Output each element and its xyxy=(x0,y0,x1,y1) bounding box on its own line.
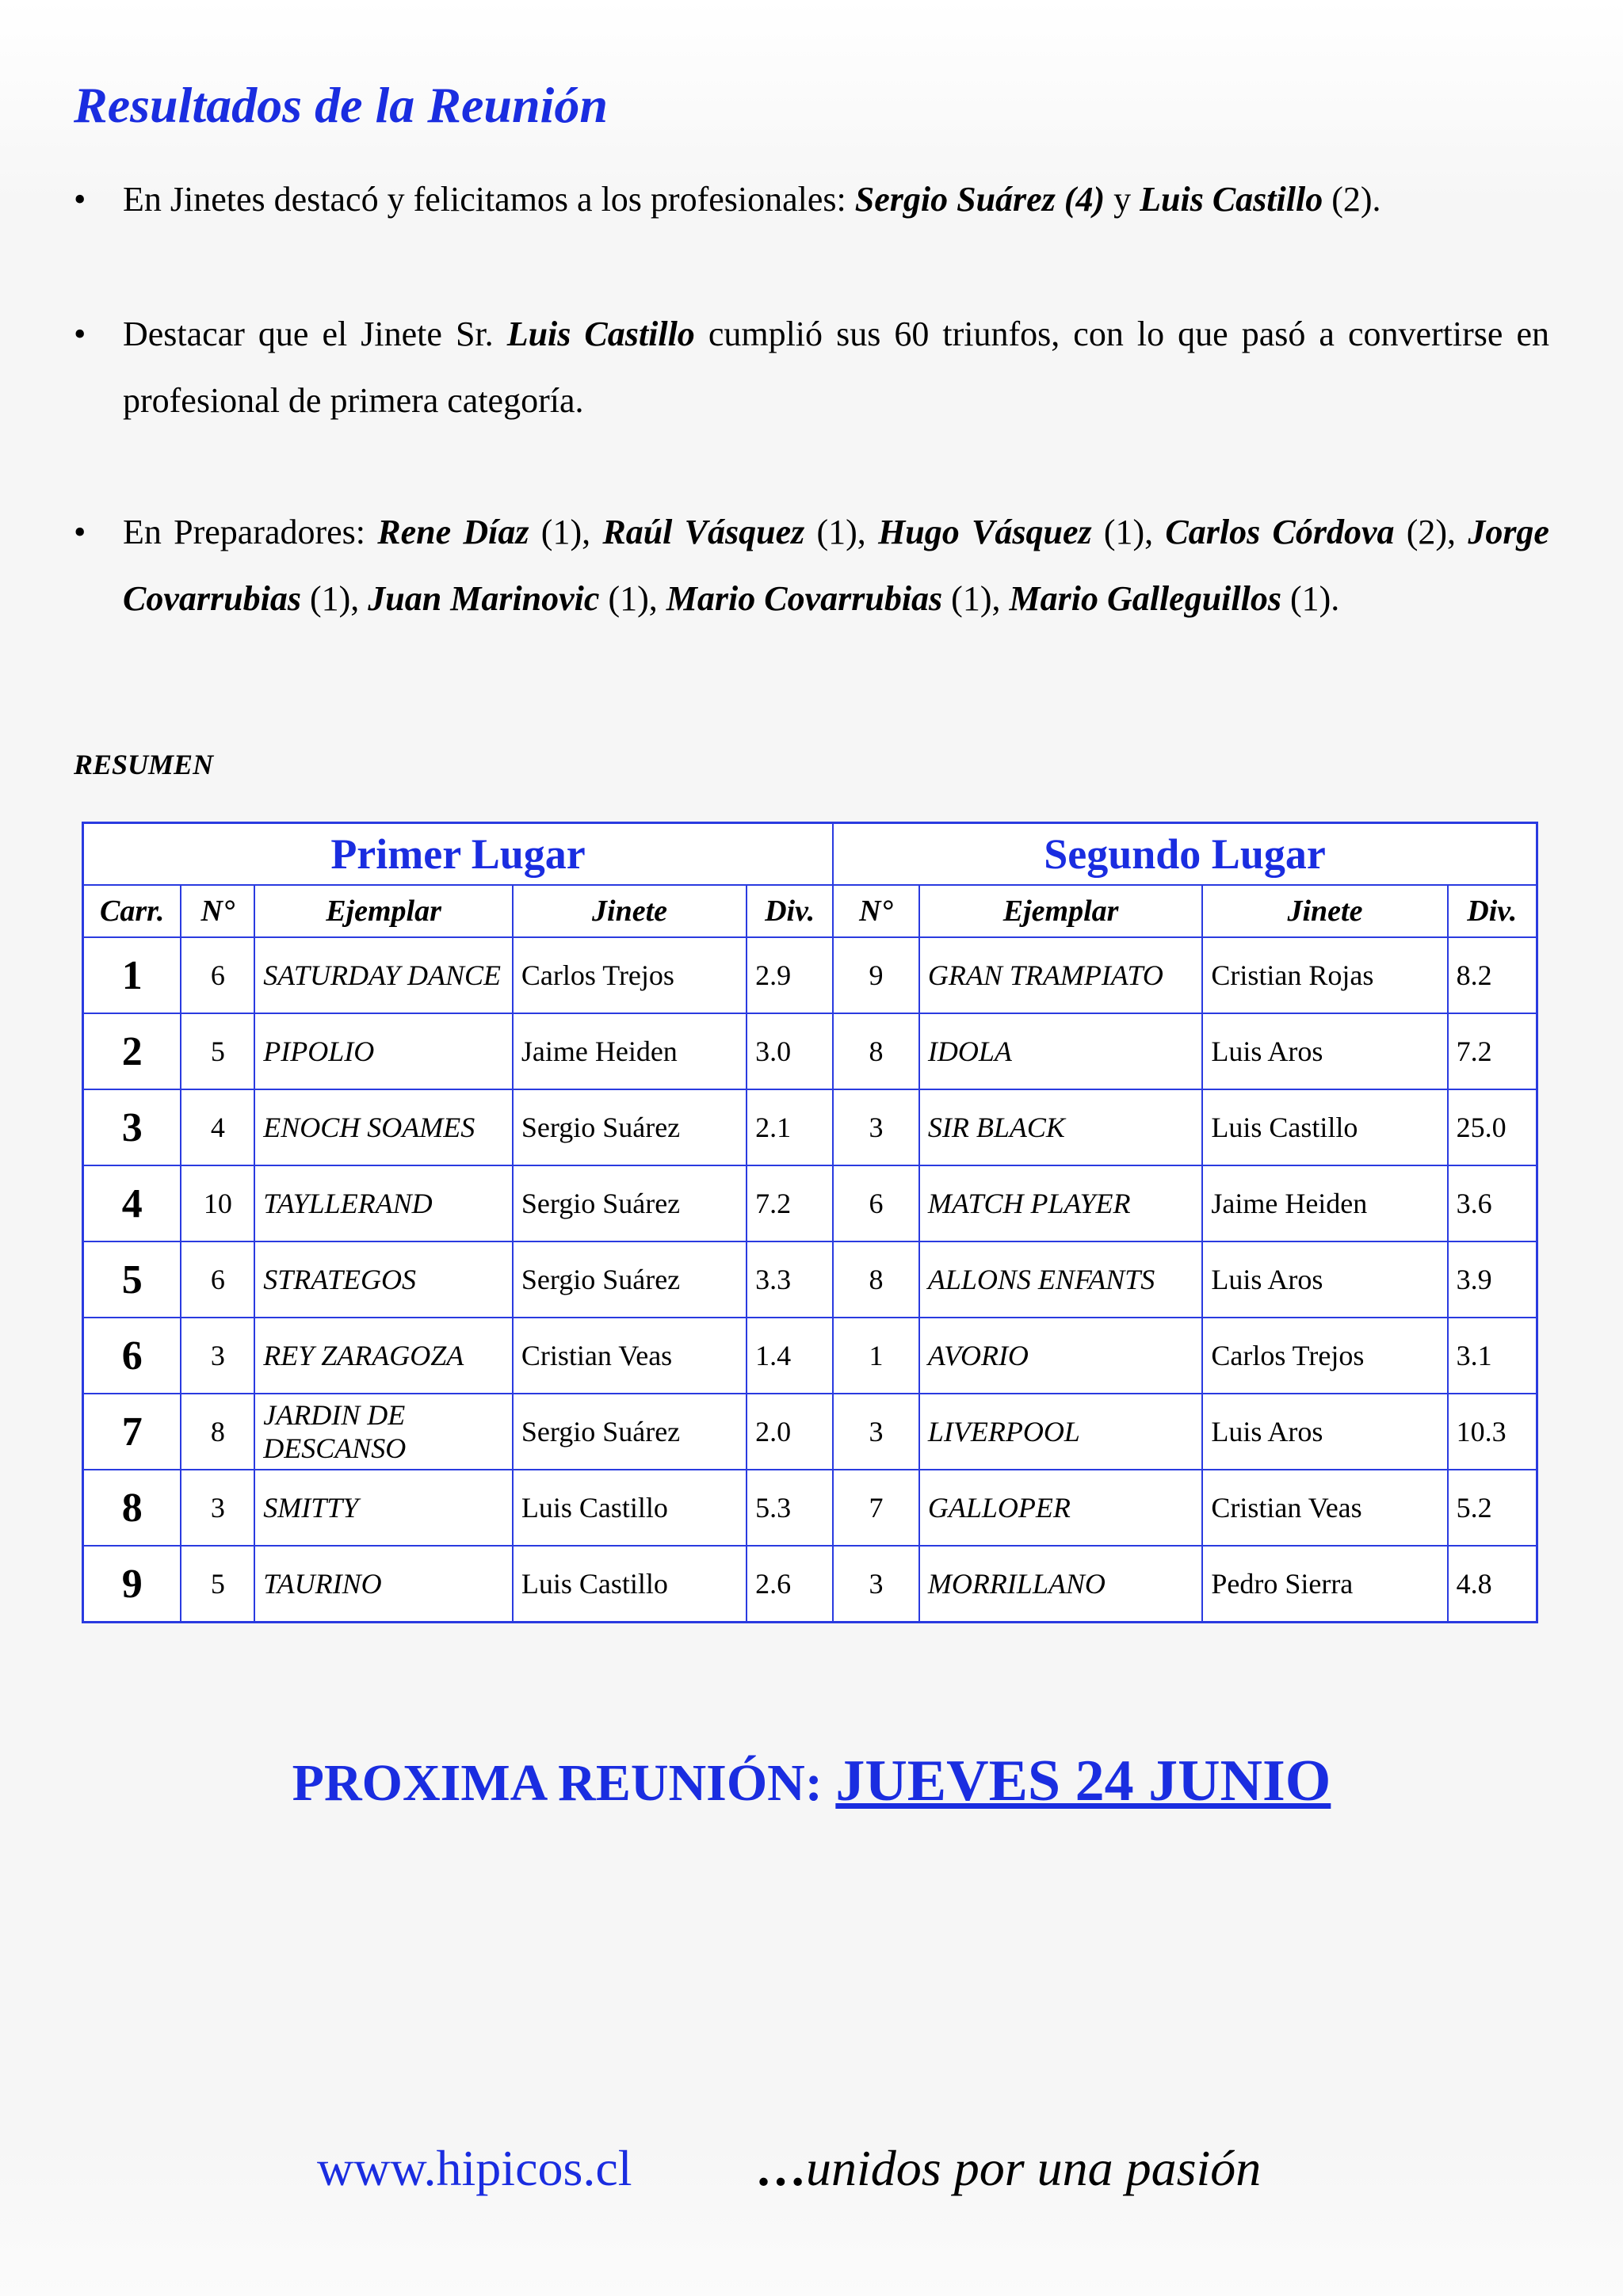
website-link[interactable]: www.hipicos.cl xyxy=(317,2140,632,2196)
first-dividend: 3.0 xyxy=(747,1013,833,1089)
second-horse-name: MORRILLANO xyxy=(919,1546,1203,1623)
results-table xyxy=(82,822,1538,1623)
second-horse-number: 6 xyxy=(833,1165,919,1241)
trainer-count: (1), xyxy=(804,513,879,551)
first-jockey: Sergio Suárez xyxy=(513,1165,747,1241)
second-horse-number: 8 xyxy=(833,1013,919,1089)
table-row xyxy=(83,1089,1537,1165)
second-jockey: Cristian Rojas xyxy=(1202,937,1447,1013)
first-horse-number: 5 xyxy=(181,1013,254,1089)
second-jockey: Luis Aros xyxy=(1202,1241,1447,1318)
table-row xyxy=(83,1394,1537,1470)
second-dividend: 7.2 xyxy=(1448,1013,1537,1089)
race-number: 7 xyxy=(83,1394,181,1470)
race-number: 2 xyxy=(83,1013,181,1089)
first-horse-name: SMITTY xyxy=(254,1470,513,1546)
race-number: 6 xyxy=(83,1318,181,1394)
col-header-carr: Carr. xyxy=(83,885,181,937)
second-horse-name: SIR BLACK xyxy=(919,1089,1203,1165)
first-dividend: 3.3 xyxy=(747,1241,833,1318)
second-place-header: Segundo Lugar xyxy=(833,823,1537,886)
trainer-name: Jorge Covarrubias xyxy=(123,513,1549,618)
trainer-count: (1), xyxy=(300,579,369,618)
trainer-name: Juan Marinovic xyxy=(368,579,600,618)
first-dividend: 7.2 xyxy=(747,1165,833,1241)
first-dividend: 5.3 xyxy=(747,1470,833,1546)
trainer-name: Mario Galleguillos xyxy=(1009,579,1281,618)
second-jockey: Luis Castillo xyxy=(1202,1089,1447,1165)
col-header-num: N° xyxy=(833,885,919,937)
second-jockey: Cristian Veas xyxy=(1202,1470,1447,1546)
second-horse-number: 3 xyxy=(833,1546,919,1623)
first-place-header: Primer Lugar xyxy=(83,823,834,886)
second-horse-number: 3 xyxy=(833,1089,919,1165)
trainer-count: (1), xyxy=(1091,513,1166,551)
table-row xyxy=(83,1318,1537,1394)
second-jockey: Pedro Sierra xyxy=(1202,1546,1447,1623)
first-jockey: Luis Castillo xyxy=(513,1470,747,1546)
race-number: 5 xyxy=(83,1241,181,1318)
first-jockey: Sergio Suárez xyxy=(513,1394,747,1470)
first-dividend: 2.1 xyxy=(747,1089,833,1165)
table-row xyxy=(83,1013,1537,1089)
summary-heading: RESUMEN xyxy=(74,749,214,780)
second-jockey: Luis Aros xyxy=(1202,1013,1447,1089)
first-horse-name: STRATEGOS xyxy=(254,1241,513,1318)
first-horse-name: JARDIN DE DESCANSO xyxy=(254,1394,513,1470)
second-dividend: 3.6 xyxy=(1448,1165,1537,1241)
second-dividend: 8.2 xyxy=(1448,937,1537,1013)
first-jockey: Sergio Suárez xyxy=(513,1089,747,1165)
second-jockey: Luis Aros xyxy=(1202,1394,1447,1470)
second-dividend: 3.9 xyxy=(1448,1241,1537,1318)
list-item-milestone: • Destacar que el Jinete Sr. Luis Castillo cumplió sus 60 triunfos, con lo que pasó a convertirse en profesional de primera categoría. xyxy=(74,301,1549,434)
first-jockey: Jaime Heiden xyxy=(513,1013,747,1089)
first-dividend: 1.4 xyxy=(747,1318,833,1394)
first-horse-number: 6 xyxy=(181,937,254,1013)
first-horse-number: 4 xyxy=(181,1089,254,1165)
trainer-name: Rene Díaz xyxy=(377,513,529,551)
col-header-jockey: Jinete xyxy=(513,885,747,937)
next-meeting-label: PROXIMA REUNIÓN: xyxy=(292,1754,836,1812)
list-item-jockeys: • En Jinetes destacó y felicitamos a los profesionales: Sergio Suárez (4) y Luis Castillo (2). xyxy=(74,166,1549,233)
first-horse-number: 8 xyxy=(181,1394,254,1470)
trainer-name: Mario Covarrubias xyxy=(666,579,943,618)
first-horse-number: 3 xyxy=(181,1470,254,1546)
col-header-horse: Ejemplar xyxy=(919,885,1203,937)
second-jockey: Carlos Trejos xyxy=(1202,1318,1447,1394)
first-jockey: Sergio Suárez xyxy=(513,1241,747,1318)
trainer-name: Hugo Vásquez xyxy=(878,513,1092,551)
second-dividend: 4.8 xyxy=(1448,1546,1537,1623)
jockey-name: Luis Castillo xyxy=(506,315,695,353)
race-number: 8 xyxy=(83,1470,181,1546)
tagline: …unidos por una pasión xyxy=(755,2140,1262,2196)
first-jockey: Luis Castillo xyxy=(513,1546,747,1623)
second-horse-name: ALLONS ENFANTS xyxy=(919,1241,1203,1318)
first-jockey: Carlos Trejos xyxy=(513,937,747,1013)
col-header-num: N° xyxy=(181,885,254,937)
second-horse-number: 8 xyxy=(833,1241,919,1318)
table-row xyxy=(83,1546,1537,1623)
first-horse-name: REY ZARAGOZA xyxy=(254,1318,513,1394)
first-dividend: 2.6 xyxy=(747,1546,833,1623)
table-row xyxy=(83,1470,1537,1546)
jockey-name: Sergio Suárez (4) xyxy=(854,180,1106,219)
list-item-trainers: • En Preparadores: Rene Díaz (1), Raúl Vásquez (1), Hugo Vásquez (1), Carlos Córdova (2), Jorge Covarrubias (1), Juan Marinovic (1), Mario Covarrubias (1), Mario Galleguillos (1). xyxy=(74,499,1549,632)
second-horse-number: 7 xyxy=(833,1470,919,1546)
race-number: 1 xyxy=(83,937,181,1013)
first-horse-number: 5 xyxy=(181,1546,254,1623)
first-horse-name: PIPOLIO xyxy=(254,1013,513,1089)
trainer-count: (1), xyxy=(529,513,603,551)
second-horse-name: LIVERPOOL xyxy=(919,1394,1203,1470)
second-horse-name: AVORIO xyxy=(919,1318,1203,1394)
first-horse-name: ENOCH SOAMES xyxy=(254,1089,513,1165)
trainer-count: (2), xyxy=(1394,513,1468,551)
page-title: Resultados de la Reunión xyxy=(74,77,608,133)
second-horse-name: MATCH PLAYER xyxy=(919,1165,1203,1241)
first-horse-number: 3 xyxy=(181,1318,254,1394)
second-dividend: 25.0 xyxy=(1448,1089,1537,1165)
first-horse-number: 10 xyxy=(181,1165,254,1241)
race-number: 9 xyxy=(83,1546,181,1623)
first-dividend: 2.9 xyxy=(747,937,833,1013)
second-horse-number: 9 xyxy=(833,937,919,1013)
second-dividend: 5.2 xyxy=(1448,1470,1537,1546)
next-meeting-banner xyxy=(0,1748,1623,1815)
second-horse-name: GALLOPER xyxy=(919,1470,1203,1546)
first-jockey: Cristian Veas xyxy=(513,1318,747,1394)
trainer-name: Carlos Córdova xyxy=(1165,513,1395,551)
col-header-div: Div. xyxy=(1448,885,1537,937)
table-row xyxy=(83,1165,1537,1241)
table-row xyxy=(83,937,1537,1013)
trainer-count: (1). xyxy=(1281,579,1340,618)
second-jockey: Jaime Heiden xyxy=(1202,1165,1447,1241)
table-row xyxy=(83,1241,1537,1318)
second-horse-number: 3 xyxy=(833,1394,919,1470)
second-dividend: 3.1 xyxy=(1448,1318,1537,1394)
second-horse-number: 1 xyxy=(833,1318,919,1394)
col-header-div: Div. xyxy=(747,885,833,937)
second-dividend: 10.3 xyxy=(1448,1394,1537,1470)
first-horse-name: TAYLLERAND xyxy=(254,1165,513,1241)
results-body xyxy=(83,937,1537,1623)
trainer-name: Raúl Vásquez xyxy=(602,513,805,551)
next-meeting-date: JUEVES 24 JUNIO xyxy=(835,1749,1331,1814)
trainer-count: (1), xyxy=(599,579,666,618)
first-dividend: 2.0 xyxy=(747,1394,833,1470)
trainer-count: (1), xyxy=(942,579,1010,618)
first-horse-name: SATURDAY DANCE xyxy=(254,937,513,1013)
first-horse-name: TAURINO xyxy=(254,1546,513,1623)
first-horse-number: 6 xyxy=(181,1241,254,1318)
race-number: 4 xyxy=(83,1165,181,1241)
second-horse-name: GRAN TRAMPIATO xyxy=(919,937,1203,1013)
second-horse-name: IDOLA xyxy=(919,1013,1203,1089)
col-header-jockey: Jinete xyxy=(1202,885,1447,937)
col-header-horse: Ejemplar xyxy=(254,885,513,937)
race-number: 3 xyxy=(83,1089,181,1165)
jockey-name: Luis Castillo xyxy=(1140,180,1323,219)
